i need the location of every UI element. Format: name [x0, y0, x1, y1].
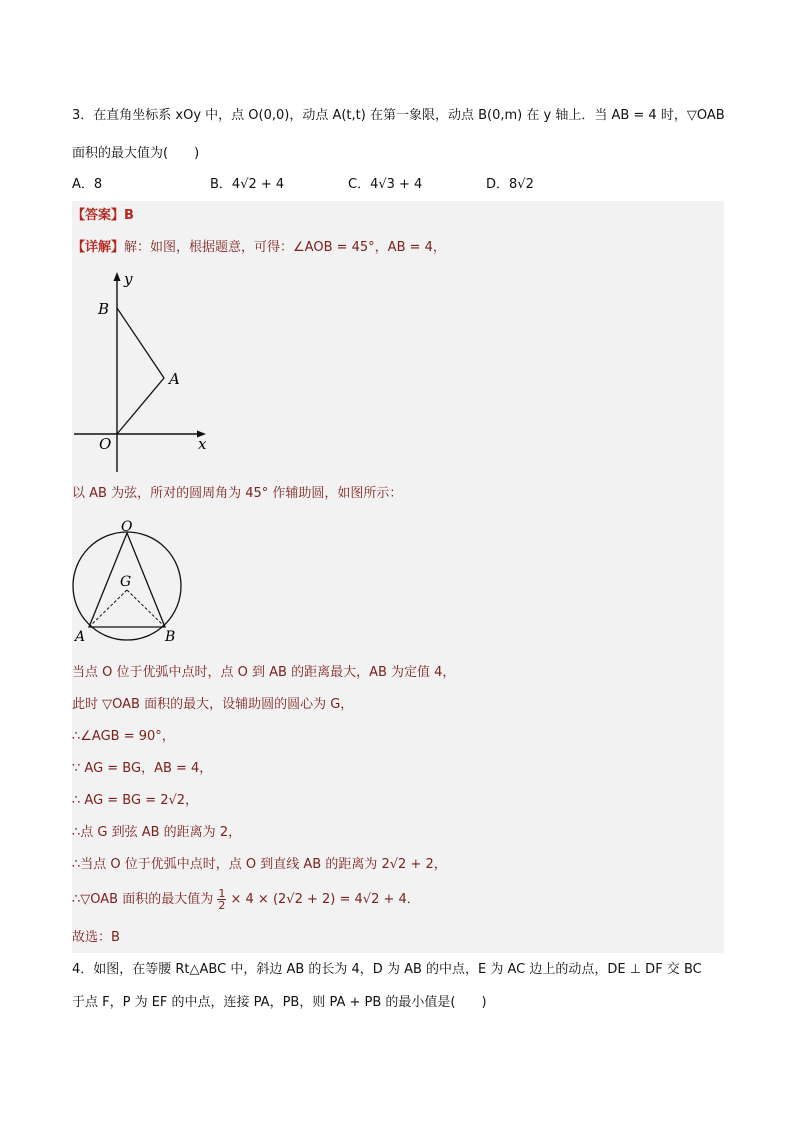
detail-intro [72, 238, 446, 258]
axis-x-label: x [198, 435, 207, 453]
q3-stem-line2: 面积的最大值为( ) [72, 146, 200, 161]
q3-stem-line1: 3．在直角坐标系 xOy 中，点 O(0,0)，动点 A(t,t) 在第一象限，动点 B(0,m) 在 y 轴上．当 AB = 4 时，▽OAB [72, 108, 725, 123]
solution-choice: 故选：B [72, 930, 120, 945]
fraction-one-half [217, 888, 226, 911]
q3-option-c: C．4√3 + 4 [348, 177, 423, 192]
solution-step-4: ∵ AG = BG，AB = 4， [72, 761, 213, 776]
detail-intro-text: 解：如图，根据题意，可得：∠AOB = 45°，AB = 4， [124, 240, 446, 255]
point-b-label: B [98, 300, 110, 318]
axis-y-label: y [124, 270, 133, 288]
point-o-label: O [99, 435, 112, 453]
circle-point-a-label: A [75, 629, 86, 645]
solution-final-area [72, 888, 420, 912]
final-prefix: ∴▽OAB 面积的最大值为 [72, 892, 214, 907]
circle-point-o-label: O [121, 519, 133, 535]
solution-step-3: ∴∠AGB = 90°， [72, 729, 175, 744]
solution-step-7: ∴当点 O 位于优弧中点时，点 O 到直线 AB 的距离为 2√2 + 2， [72, 857, 447, 872]
fraction-numerator: 1 [218, 887, 226, 900]
figure-coordinate-axes [72, 268, 208, 474]
q3-option-d: D．8√2 [486, 177, 534, 192]
circle-center-g-label: G [120, 574, 132, 590]
q3-option-b: B．4√2 + 4 [210, 177, 285, 192]
fraction-denominator: 2 [218, 899, 226, 912]
solution-step-2: 此时 ▽OAB 面积的最大，设辅助圆的圆心为 G， [72, 697, 354, 712]
q3-option-a: A．8 [72, 177, 103, 192]
q4-stem-line1: 4．如图，在等腰 Rt△ABC 中，斜边 AB 的长为 4，D 为 AB 的中点，E 为 AC 边上的动点，DE ⊥ DF 交 BC [72, 962, 702, 977]
point-a-label: A [169, 370, 180, 388]
final-suffix: × 4 × (2√2 + 2) = 4√2 + 4． [230, 892, 420, 907]
solution-step-1: 当点 O 位于优弧中点时，点 O 到 AB 的距离最大，AB 为定值 4， [72, 665, 456, 680]
figure-auxiliary-circle [72, 516, 182, 646]
aux-circle-text: 以 AB 为弦，所对的圆周角为 45° 作辅助圆，如图所示： [72, 486, 403, 501]
solution-step-6: ∴点 G 到弦 AB 的距离为 2， [72, 825, 242, 840]
detail-label: 【详解】 [72, 240, 125, 255]
solution-step-5: ∴ AG = BG = 2√2， [72, 793, 199, 808]
q4-stem-line2: 于点 F，P 为 EF 的中点，连接 PA，PB，则 PA + PB 的最小值是( ) [72, 995, 487, 1010]
circle-point-b-label: B [165, 629, 176, 645]
answer-label: 【答案】B [72, 208, 134, 223]
